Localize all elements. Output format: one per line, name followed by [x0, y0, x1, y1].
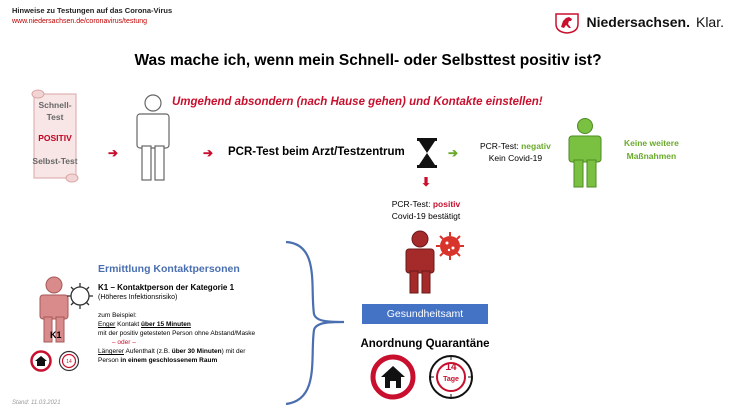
- quarantine-days: 14: [445, 362, 457, 373]
- brand-name: Niedersachsen.: [586, 14, 690, 30]
- horse-icon: [554, 10, 580, 34]
- positive-prefix: PCR-Test:: [391, 199, 433, 209]
- k1-l2: mit der positiv getesteten Person ohne Abstand/Maske: [98, 330, 256, 337]
- k1-badge: K1: [50, 330, 62, 340]
- arrow-down-icon: ⬇: [421, 175, 432, 189]
- contact-person-icon: [36, 276, 98, 344]
- k1-l3c: über 30 Minuten: [171, 348, 222, 355]
- positive-line2: Covid-19 bestätigt: [391, 211, 461, 221]
- quarantine-title: Anordnung Quarantäne: [360, 338, 490, 350]
- negative-status: negativ: [521, 141, 551, 151]
- positive-status: positiv: [432, 199, 461, 209]
- health-office-badge: Gesundheitsamt: [362, 304, 488, 324]
- k1-l1c: über 15 Minuten: [141, 321, 191, 328]
- positive-result: [366, 198, 486, 222]
- k1-l4a: Person: [98, 357, 121, 364]
- k1-l3a: Längerer: [98, 348, 125, 355]
- contact-heading: Ermittlung Kontaktpersonen: [98, 263, 240, 275]
- page-title: Was mache ich, wenn mein Schnell- oder Selbsttest positiv ist?: [134, 52, 602, 69]
- scroll-line1: Schnell-: [38, 100, 72, 110]
- svg-text:14: 14: [66, 359, 72, 365]
- quarantine-days-label: Tage: [443, 376, 459, 383]
- virus-outline-icon: [67, 283, 93, 309]
- healthy-person-icon: [566, 118, 604, 188]
- stand-date: Stand: 11.03.2021: [12, 400, 61, 406]
- scroll-line3: Selbst-Test: [32, 156, 78, 166]
- scroll-line2: Test: [46, 112, 64, 122]
- k1-title: K1 – Kontaktperson der Kategorie 1: [98, 283, 235, 292]
- hourglass-icon: [416, 138, 438, 168]
- brand-logo: [554, 10, 724, 34]
- k1-l4b: in einem geschlossenem Raum: [120, 357, 218, 364]
- no-home-icon: [370, 354, 416, 400]
- negative-line2: Kein Covid-19: [488, 153, 543, 163]
- k1-examples: [98, 311, 298, 365]
- clock-small-icon: [58, 350, 80, 372]
- k1-l3d: ) mit der: [221, 348, 246, 355]
- person-icon: [133, 94, 173, 182]
- virus-icon: [436, 232, 464, 260]
- arrow-right-icon: ➔: [448, 146, 459, 160]
- header-title: Hinweise zu Testungen auf das Corona-Virus: [12, 6, 173, 15]
- negative-prefix: PCR-Test:: [480, 141, 522, 151]
- arrow-right-icon: ➔: [108, 146, 119, 160]
- k1-l3b: Aufenthalt (z.B.: [124, 348, 172, 355]
- k1-l1a: Enger: [98, 321, 116, 328]
- isolate-instruction: Umgehend absondern (nach Hause gehen) und Kontakte einstellen!: [172, 96, 543, 108]
- pcr-test-label: PCR-Test beim Arzt/Testzentrum: [228, 146, 405, 158]
- brand-suffix: Klar.: [695, 14, 724, 30]
- scroll-positive: POSITIV: [38, 133, 72, 143]
- no-home-small-icon: [30, 350, 52, 372]
- k1-example-label: zum Beispiel:: [98, 312, 137, 319]
- k1-subtitle: (Höheres Infektionsrisiko): [98, 294, 178, 301]
- negative-result: [480, 140, 551, 164]
- keine-line2: Maßnahmen: [626, 151, 677, 161]
- keine-line1: Keine weitere: [624, 138, 679, 148]
- k1-l1b: Kontakt: [115, 321, 142, 328]
- k1-oder: – oder –: [112, 339, 136, 346]
- no-measures: [624, 137, 679, 163]
- header-url[interactable]: www.niedersachsen.de/coronavirus/testung: [12, 18, 148, 25]
- infected-person-icon: [400, 230, 470, 294]
- arrow-right-icon: ➔: [203, 146, 214, 160]
